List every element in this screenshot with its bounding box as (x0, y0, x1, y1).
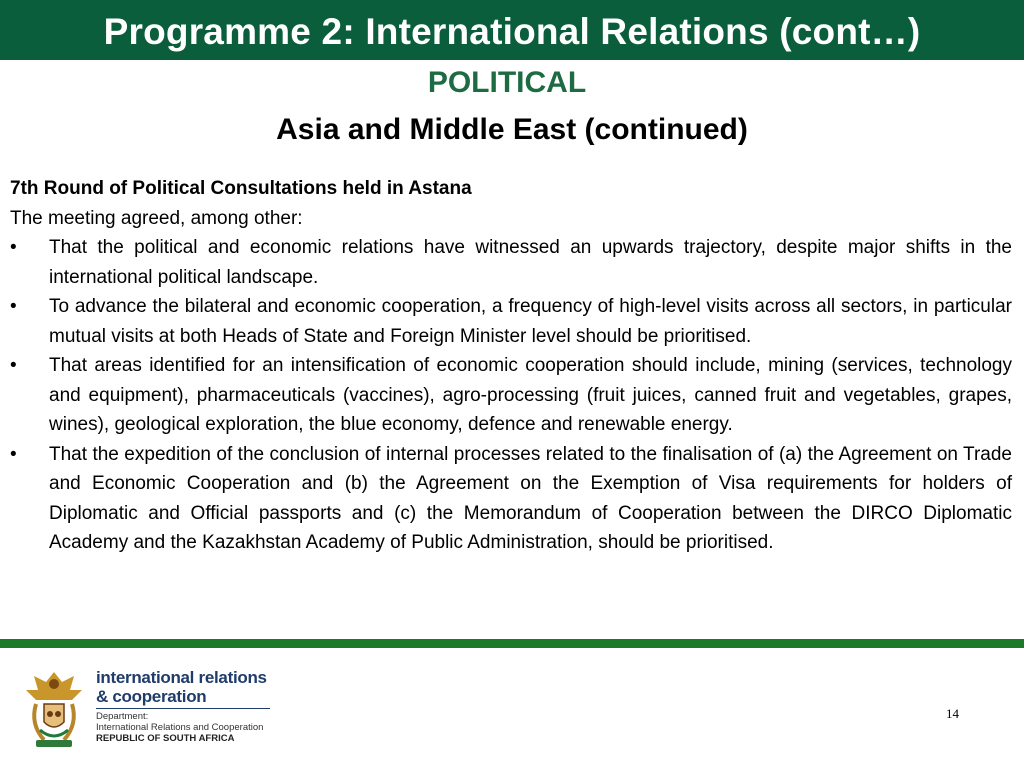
bullet-text: That the expedition of the conclusion of internal processes related to the finalisation of (a) the Agreement on Trade and Economic Cooperation and (b) the Agreement on the Exemption of Visa requirements for holders of Diplomatic and Official passports and (c) the Memorandum of Cooperation between the DIRCO Diplomatic Academy and the Kazakhstan Academy of Public Administration, should be prioritised. (49, 443, 1012, 553)
bullet-text: That areas identified for an intensification of economic cooperation should include, mining (services, technology and equipment), pharmaceuticals (vaccines), agro-processing (fruit juices, canned fruit and vegetables, grapes, wines), geological exploration, the blue economy, defence and renewable energy. (49, 355, 1012, 435)
content-heading: 7th Round of Political Consultations held in Astana (10, 178, 472, 199)
department-name: International Relations and Cooperation (96, 722, 264, 733)
bullet-list (10, 233, 1012, 558)
bullet-text: To advance the bilateral and economic cooperation, a frequency of high-level visits across all sectors, in particular mutual visits at both Heads of State and Foreign Minister level should be prioritised. (49, 296, 1012, 347)
brand-divider (96, 708, 270, 709)
section-label: POLITICAL (427, 66, 587, 99)
content-intro: The meeting agreed, among other: (10, 207, 303, 229)
country-name: REPUBLIC OF SOUTH AFRICA (96, 733, 235, 744)
slide-title: Programme 2: International Relations (cont…) (103, 11, 921, 52)
list-item (10, 233, 1012, 292)
bullet-icon: • (10, 443, 17, 465)
page-number: 14 (946, 706, 959, 721)
brand-name-line1: international relations (96, 668, 267, 687)
list-item (10, 440, 1012, 558)
coat-of-arms-icon (22, 668, 86, 750)
department-label: Department: (96, 711, 149, 722)
slide-header (0, 0, 1024, 60)
brand-name-line2: & cooperation (96, 687, 207, 706)
list-item (10, 292, 1012, 351)
slide-subtitle: Asia and Middle East (continued) (276, 113, 748, 146)
bullet-text: That the political and economic relations have witnessed an upwards trajectory, despite major shifts in the international political landscape. (49, 237, 1012, 288)
footer-divider (0, 639, 1024, 648)
bullet-icon: • (10, 355, 17, 376)
slide-body (10, 174, 1012, 558)
bullet-icon: • (10, 237, 17, 258)
bullet-icon: • (10, 296, 17, 317)
list-item (10, 351, 1012, 440)
